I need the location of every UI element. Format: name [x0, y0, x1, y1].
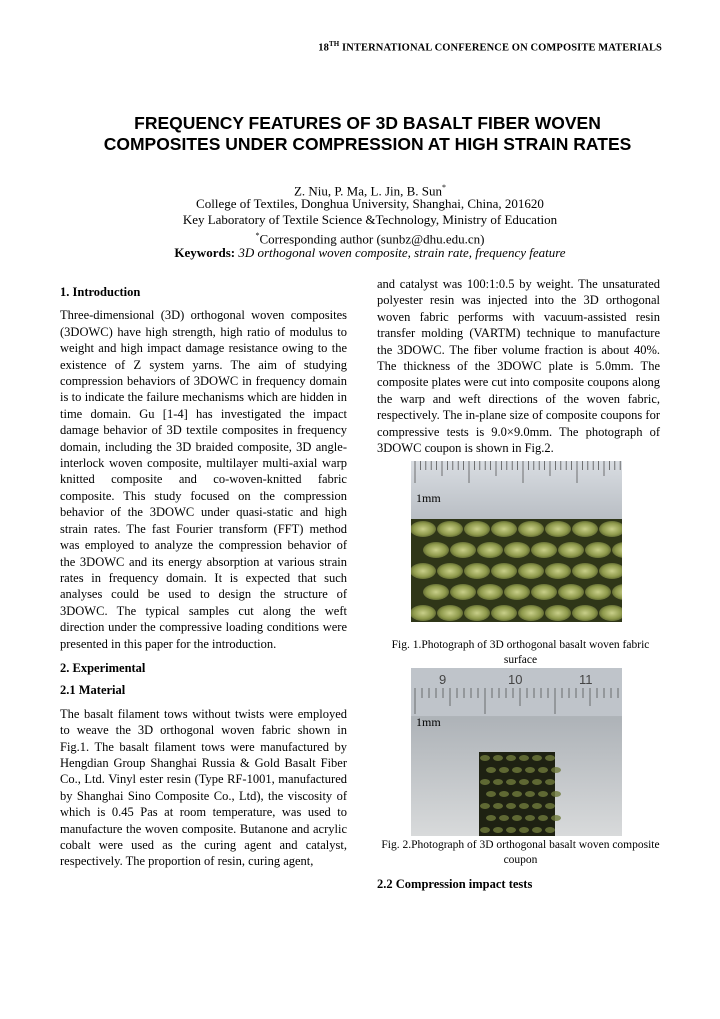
ruler-label-9: 9	[439, 672, 447, 687]
figure-2-scale-label: 1mm	[416, 715, 441, 729]
affiliation-2: Key Laboratory of Textile Science &Technology, Ministry of Education	[182, 212, 558, 227]
figure-1-photo	[411, 461, 622, 622]
section-2-1-heading: 2.1 Material	[60, 683, 126, 698]
figure-1-caption: Fig. 1.Photograph of 3D orthogonal basalt woven fabric surface	[391, 639, 650, 666]
section-1-heading: 1. Introduction	[60, 285, 141, 299]
figure-2-caption: Fig. 2.Photograph of 3D orthogonal basalt woven composite coupon	[381, 839, 660, 866]
ruler-label-11: 11	[579, 672, 593, 687]
running-header: 18TH INTERNATIONAL CONFERENCE ON COMPOSITE MATERIALS	[318, 40, 662, 54]
affiliation-1: College of Textiles, Donghua University, Shanghai, China, 201620	[196, 196, 544, 211]
section-2-2-heading: 2.2 Compression impact tests	[377, 877, 533, 891]
figure-1-scale-label: 1mm	[416, 491, 441, 505]
composite-coupon-image	[411, 668, 622, 836]
figure-2-photo	[411, 668, 622, 836]
woven-fabric-image	[411, 461, 622, 622]
section-2-heading: 2. Experimental	[60, 660, 146, 675]
section-2-1-body: The basalt filament tows without twists were employed to weave the 3D orthogonal woven fabric shown in Fig.1. The basalt filament tows were manufactured by Hengdian Group Shanghai Russia & Gold Basalt Fiber Co., Ltd. Vinyl ester resin (Type RF-1001, manufactured by Shanghai Sino Composite Co., Ltd), the viscosity of which is 0.45 Pas at room temperature, was used to manufacture the woven composite. Butanone and acrylic cobalt were used as the curing agent and catalyst, respectively. The proportion of resin, curing agent,	[60, 706, 347, 869]
corresponding-author: *Corresponding author (sunbz@dhu.edu.cn)	[255, 231, 485, 247]
section-1-body: Three-dimensional (3D) orthogonal woven composites (3DOWC) have high strength, high ratio of modulus to weight and high impact damage resistance owing to the existence of Z system yarns. The aim of studying compression behaviors of 3DOWC in frequency domain is to indicate the failure mechanisms which are hidden in time domain. Gu [1-4] has investigated the impact damage behavior of 3D textile composites in frequency domain, including the 3D braided composite, 3D angle-interlock woven composite, multilayer multi-axial warp knitted composite and co-woven-knitted fabric composite. This study focused on the compression behavior of the 3DOWC under quasi-static and high strain rates. The fast Fourier transform (FFT) method was employed to analyze the compression behavior of the 3DOWC and its energy absorption at various strain rates in frequency domain. It is expected that such analyses could be used to design the structure of 3DOWC. The typical samples cut along the weft direction under the compressive loading conditions were presented in this paper for the introduction.	[60, 308, 347, 651]
right-column-text: and catalyst was 100:1:0.5 by weight. The unsaturated polyester resin was injected into the 3D orthogonal woven fabric performs with vacuum-assisted resin transfer molding (VARTM) technique to manufacture the 3DOWC. The fiber volume fraction is about 40%. The thickness of the 3DOWC plate is 5.0mm. The composite plates were cut into composite coupons along the warp and weft directions of the woven fabric, respectively. The in-plane size of composite coupons for compressive tests is 9.0×9.0mm. The photograph of 3DOWC coupon is shown in Fig.2.	[377, 277, 660, 456]
paper-title: FREQUENCY FEATURES OF 3D BASALT FIBER WOVEN COMPOSITES UNDER COMPRESSION AT HIGH STRAIN RATES	[103, 113, 632, 154]
ruler-label-10: 10	[508, 672, 523, 687]
left-column	[60, 284, 347, 870]
authors: Z. Niu, P. Ma, L. Jin, B. Sun*	[293, 183, 447, 199]
keywords: Keywords: 3D orthogonal woven composite, strain rate, frequency feature	[174, 245, 566, 260]
